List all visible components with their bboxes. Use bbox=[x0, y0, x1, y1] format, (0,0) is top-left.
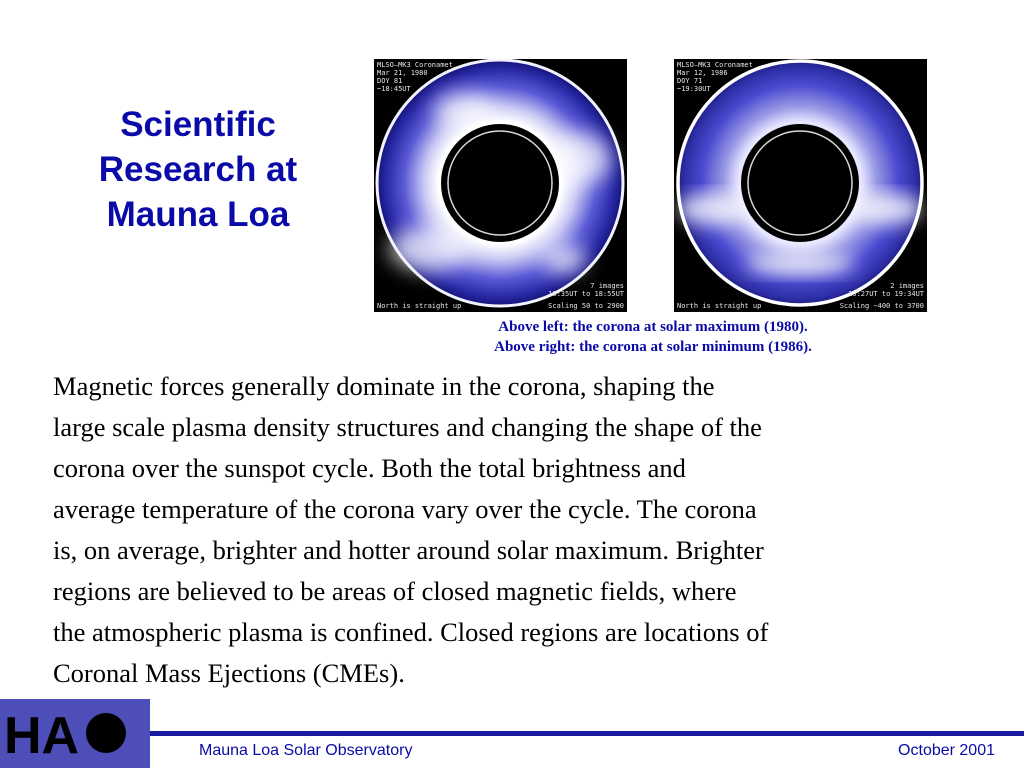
image-scaling: Scaling 50 to 2900 bbox=[548, 302, 624, 310]
footer-date: October 2001 bbox=[898, 742, 995, 759]
image-header-line: MLSO—MK3 Coronamet bbox=[677, 61, 753, 69]
body-line: the atmospheric plasma is confined. Closed regions are locations of bbox=[53, 617, 769, 647]
image-time-range: 19:27UT to 19:34UT bbox=[848, 290, 924, 298]
body-paragraph bbox=[53, 366, 993, 694]
image-header-line: ~19:30UT bbox=[677, 85, 711, 93]
image-count: 7 images bbox=[590, 282, 624, 290]
image-header-line: Mar 21, 1980 bbox=[377, 69, 428, 77]
image-header-line: DOY 71 bbox=[677, 77, 703, 85]
image-header bbox=[377, 61, 453, 93]
slide-title-line: Scientific bbox=[120, 105, 276, 144]
body-line: corona over the sunspot cycle. Both the total brightness and bbox=[53, 453, 686, 483]
slide-title bbox=[40, 102, 356, 237]
slide-title-line: Research at bbox=[98, 150, 298, 189]
image-orientation-note: North is straight up bbox=[677, 302, 762, 310]
image-count-info bbox=[548, 282, 624, 298]
image-count-info bbox=[848, 282, 924, 298]
image-time-range: 18:35UT to 18:55UT bbox=[548, 290, 624, 298]
caption-line: Above left: the corona at solar maximum (1980). bbox=[498, 319, 808, 335]
image-header-line: DOY 81 bbox=[377, 77, 403, 85]
image-orientation-note: North is straight up bbox=[377, 302, 462, 310]
body-line: Coronal Mass Ejections (CMEs). bbox=[53, 658, 405, 688]
slide-title-line: Mauna Loa bbox=[106, 195, 290, 234]
body-line: is, on average, brighter and hotter around solar maximum. Brighter bbox=[53, 535, 764, 565]
hao-logo bbox=[0, 699, 150, 768]
image-count: 2 images bbox=[890, 282, 924, 290]
corona-min-graphic bbox=[674, 59, 927, 312]
hao-logo-graphic bbox=[0, 699, 150, 768]
corona-max-graphic bbox=[374, 59, 627, 312]
image-header-line: ~18:45UT bbox=[377, 85, 411, 93]
body-line: regions are believed to be areas of closed magnetic fields, where bbox=[53, 576, 737, 606]
corona-image-solar-max bbox=[374, 59, 627, 312]
image-header-line: MLSO—MK3 Coronamet bbox=[377, 61, 453, 69]
caption-line: Above right: the corona at solar minimum (1986). bbox=[494, 339, 812, 355]
body-line: average temperature of the corona vary over the cycle. The corona bbox=[53, 494, 757, 524]
logo-sun-disk bbox=[86, 713, 126, 753]
image-scaling: Scaling −400 to 3700 bbox=[839, 302, 924, 310]
logo-letters: HA bbox=[4, 707, 80, 765]
corona-image-solar-min bbox=[674, 59, 927, 312]
body-line: Magnetic forces generally dominate in the corona, shaping the bbox=[53, 371, 715, 401]
image-caption bbox=[420, 317, 886, 357]
footer-organization: Mauna Loa Solar Observatory bbox=[199, 742, 413, 759]
image-header bbox=[677, 61, 753, 93]
footer-rule bbox=[150, 731, 1024, 736]
image-header-line: Mar 12, 1986 bbox=[677, 69, 728, 77]
body-line: large scale plasma density structures and changing the shape of the bbox=[53, 412, 762, 442]
